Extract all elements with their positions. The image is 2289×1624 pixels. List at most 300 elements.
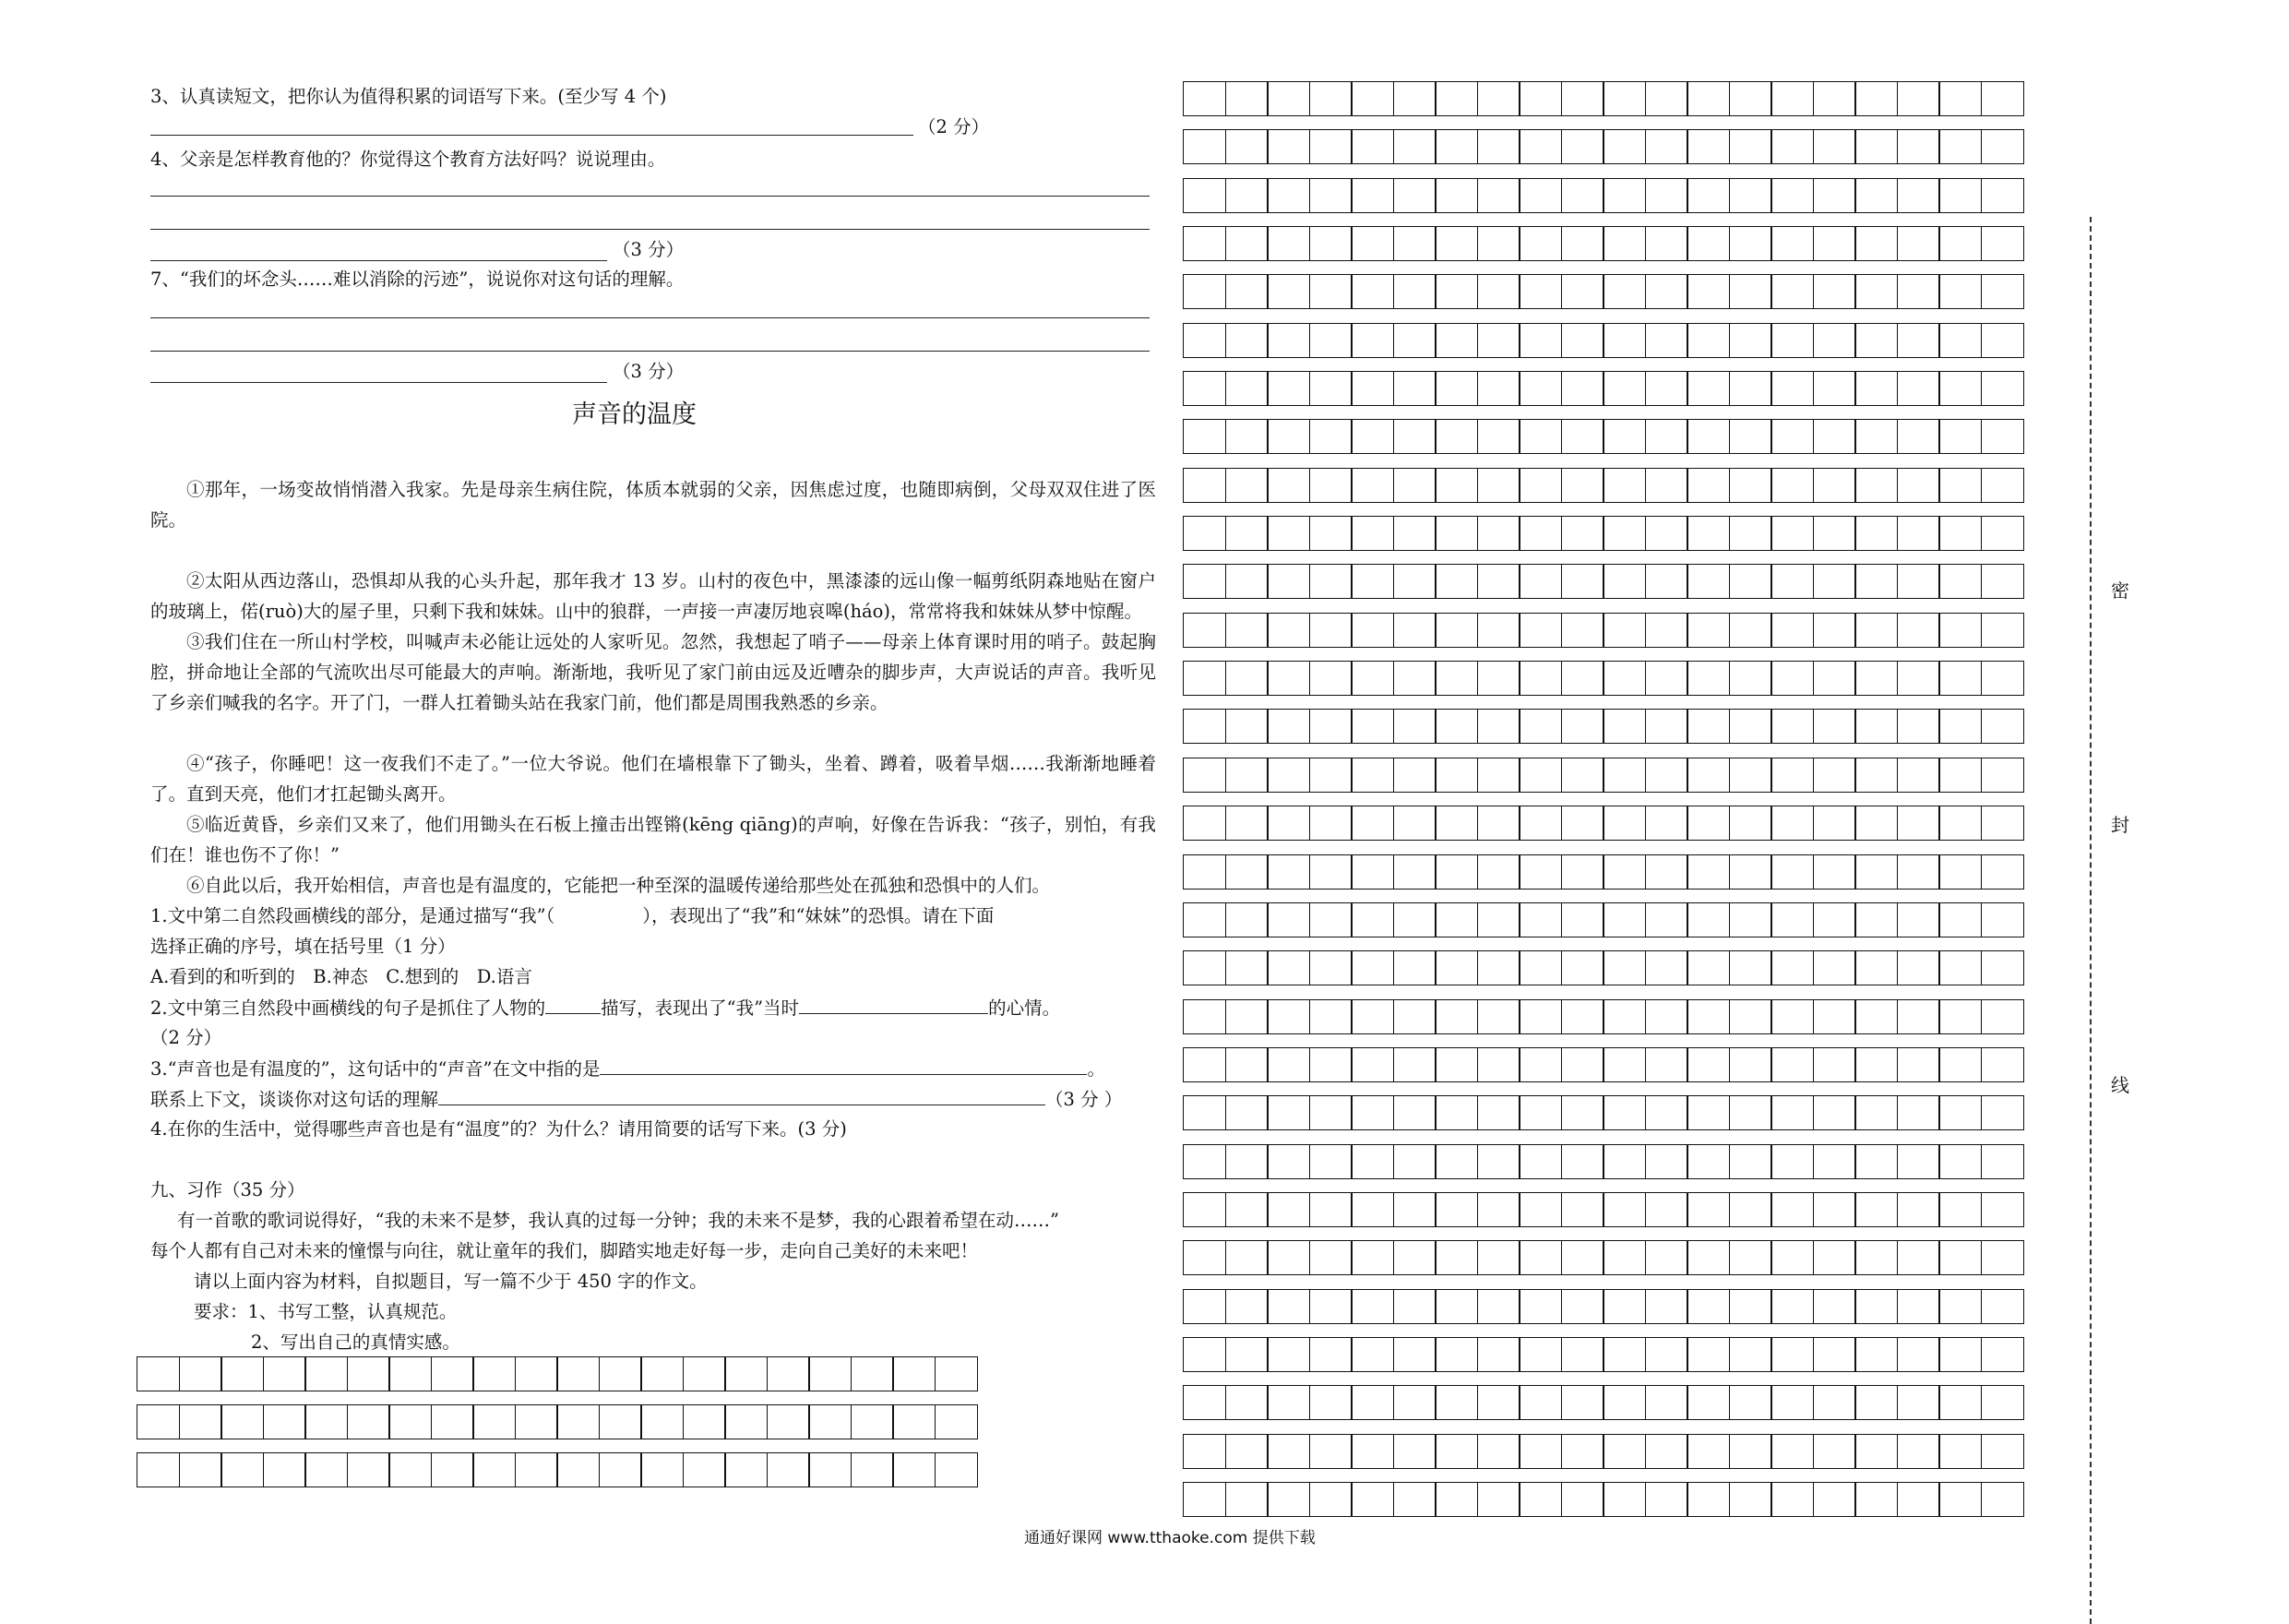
grid-cell[interactable]: [1225, 613, 1269, 648]
grid-cell[interactable]: [1519, 1337, 1562, 1372]
grid-cell[interactable]: [1519, 1289, 1562, 1324]
grid-cell[interactable]: [1813, 709, 1856, 744]
grid-cell[interactable]: [1897, 274, 1940, 309]
grid-cell[interactable]: [1687, 516, 1730, 551]
grid-cell[interactable]: [1981, 274, 2024, 309]
grid-cell[interactable]: [1813, 1289, 1856, 1324]
grid-cell[interactable]: [1267, 1192, 1310, 1227]
grid-cell[interactable]: [1267, 758, 1310, 793]
grid-cell[interactable]: [1183, 709, 1226, 744]
grid-cell[interactable]: [1981, 950, 2024, 985]
grid-cell[interactable]: [1813, 1144, 1856, 1179]
grid-cell[interactable]: [1267, 1240, 1310, 1275]
grid-cell[interactable]: [1938, 274, 1982, 309]
grid-cell[interactable]: [1309, 274, 1353, 309]
grid-cell[interactable]: [1225, 419, 1269, 454]
grid-cell[interactable]: [1938, 516, 1982, 551]
grid-cell[interactable]: [1897, 1144, 1940, 1179]
grid-cell[interactable]: [1854, 129, 1898, 164]
grid-cell[interactable]: [1393, 1482, 1437, 1517]
grid-cell[interactable]: [1729, 950, 1772, 985]
grid-cell[interactable]: [1813, 371, 1856, 406]
grid-cell[interactable]: [1351, 1434, 1394, 1469]
grid-cell[interactable]: [1393, 1192, 1437, 1227]
grid-cell[interactable]: [1351, 613, 1394, 648]
grid-cell[interactable]: [1897, 1192, 1940, 1227]
grid-cell[interactable]: [1225, 854, 1269, 890]
grid-cell[interactable]: [1854, 1482, 1898, 1517]
grid-cell[interactable]: [1687, 1482, 1730, 1517]
grid-cell[interactable]: [1435, 661, 1478, 696]
grid-cell[interactable]: [179, 1404, 222, 1439]
grid-cell[interactable]: [1603, 1144, 1646, 1179]
grid-cell[interactable]: [1729, 419, 1772, 454]
grid-cell[interactable]: [1729, 854, 1772, 890]
grid-cell[interactable]: [1687, 419, 1730, 454]
grid-cell[interactable]: [1477, 661, 1520, 696]
grid-cell[interactable]: [1770, 129, 1814, 164]
grid-cell[interactable]: [1603, 1047, 1646, 1082]
grid-cell[interactable]: [1393, 1144, 1437, 1179]
grid-cell[interactable]: [472, 1356, 516, 1391]
grid-cell[interactable]: [1645, 1337, 1688, 1372]
grid-cell[interactable]: [1687, 854, 1730, 890]
grid-cell[interactable]: [1981, 1144, 2024, 1179]
grid-cell[interactable]: [1435, 758, 1478, 793]
grid-cell[interactable]: [1645, 806, 1688, 841]
grid-cell[interactable]: [1309, 1289, 1353, 1324]
grid-cell[interactable]: [1477, 1289, 1520, 1324]
grid-cell[interactable]: [1351, 709, 1394, 744]
grid-cell[interactable]: [1854, 1144, 1898, 1179]
grid-cell[interactable]: [1435, 950, 1478, 985]
grid-cell[interactable]: [1393, 1289, 1437, 1324]
grid-cell[interactable]: [767, 1356, 810, 1391]
grid-cell[interactable]: [1981, 468, 2024, 503]
grid-cell[interactable]: [1435, 1289, 1478, 1324]
grid-cell[interactable]: [1519, 226, 1562, 261]
grid-cell[interactable]: [1309, 323, 1353, 358]
grid-cell[interactable]: [1435, 1482, 1478, 1517]
grid-cell[interactable]: [1897, 129, 1940, 164]
grid-cell[interactable]: [1981, 999, 2024, 1034]
grid-cell[interactable]: [1225, 129, 1269, 164]
grid-cell[interactable]: [1477, 1240, 1520, 1275]
grid-cell[interactable]: [1938, 999, 1982, 1034]
grid-cell[interactable]: [388, 1404, 432, 1439]
grid-cell[interactable]: [1729, 1192, 1772, 1227]
grid-cell[interactable]: [1645, 1385, 1688, 1420]
grid-cell[interactable]: [1477, 806, 1520, 841]
grid-cell[interactable]: [1351, 419, 1394, 454]
grid-cell[interactable]: [1603, 1240, 1646, 1275]
grid-cell[interactable]: [1645, 1482, 1688, 1517]
grid-cell[interactable]: [1981, 1385, 2024, 1420]
grid-cell[interactable]: [1981, 1482, 2024, 1517]
grid-cell[interactable]: [1561, 613, 1604, 648]
grid-cell[interactable]: [1813, 178, 1856, 213]
grid-cell[interactable]: [1729, 468, 1772, 503]
grid-cell[interactable]: [1519, 806, 1562, 841]
grid-cell[interactable]: [1477, 371, 1520, 406]
grid-cell[interactable]: [1183, 661, 1226, 696]
grid-cell[interactable]: [1435, 806, 1478, 841]
grid-cell[interactable]: [1687, 1144, 1730, 1179]
grid-cell[interactable]: [1351, 1144, 1394, 1179]
grid-cell[interactable]: [1435, 129, 1478, 164]
grid-cell[interactable]: [1309, 371, 1353, 406]
grid-cell[interactable]: [1770, 613, 1814, 648]
grid-cell[interactable]: [892, 1452, 936, 1487]
grid-cell[interactable]: [1897, 178, 1940, 213]
grid-cell[interactable]: [1477, 999, 1520, 1034]
grid-cell[interactable]: [724, 1404, 768, 1439]
answer-blank[interactable]: [799, 996, 988, 1014]
grid-cell[interactable]: [1519, 129, 1562, 164]
grid-cell[interactable]: [1981, 1047, 2024, 1082]
writing-grid-left[interactable]: [137, 1356, 976, 1487]
grid-cell[interactable]: [1183, 1337, 1226, 1372]
grid-cell[interactable]: [1183, 758, 1226, 793]
grid-cell[interactable]: [1770, 1337, 1814, 1372]
grid-cell[interactable]: [1183, 854, 1226, 890]
grid-cell[interactable]: [1938, 468, 1982, 503]
grid-cell[interactable]: [1477, 516, 1520, 551]
grid-cell[interactable]: [1938, 613, 1982, 648]
grid-cell[interactable]: [1519, 468, 1562, 503]
grid-cell[interactable]: [1561, 371, 1604, 406]
grid-cell[interactable]: [1435, 1095, 1478, 1130]
grid-cell[interactable]: [1351, 1192, 1394, 1227]
grid-cell[interactable]: [1854, 274, 1898, 309]
grid-cell[interactable]: [1687, 1289, 1730, 1324]
grid-cell[interactable]: [1393, 1095, 1437, 1130]
grid-cell[interactable]: [1477, 1434, 1520, 1469]
grid-cell[interactable]: [1603, 1095, 1646, 1130]
grid-cell[interactable]: [1561, 1192, 1604, 1227]
grid-cell[interactable]: [1645, 274, 1688, 309]
grid-cell[interactable]: [1477, 1482, 1520, 1517]
grid-cell[interactable]: [1770, 1095, 1814, 1130]
grid-cell[interactable]: [1393, 1337, 1437, 1372]
grid-cell[interactable]: [1897, 950, 1940, 985]
grid-cell[interactable]: [1309, 1434, 1353, 1469]
grid-cell[interactable]: [1351, 950, 1394, 985]
grid-cell[interactable]: [1309, 468, 1353, 503]
grid-cell[interactable]: [1854, 419, 1898, 454]
grid-cell[interactable]: [683, 1356, 726, 1391]
grid-cell[interactable]: [1351, 661, 1394, 696]
grid-cell[interactable]: [767, 1452, 810, 1487]
grid-cell[interactable]: [1687, 564, 1730, 599]
grid-cell[interactable]: [1225, 1144, 1269, 1179]
grid-cell[interactable]: [1938, 371, 1982, 406]
grid-cell[interactable]: [1854, 178, 1898, 213]
grid-cell[interactable]: [1561, 81, 1604, 116]
grid-cell[interactable]: [1770, 902, 1814, 937]
grid-cell[interactable]: [1938, 419, 1982, 454]
grid-cell[interactable]: [1813, 1047, 1856, 1082]
grid-cell[interactable]: [1183, 274, 1226, 309]
grid-cell[interactable]: [1854, 1434, 1898, 1469]
grid-cell[interactable]: [1267, 613, 1310, 648]
grid-cell[interactable]: [1561, 1144, 1604, 1179]
grid-cell[interactable]: [1938, 1482, 1982, 1517]
grid-cell[interactable]: [1938, 806, 1982, 841]
grid-cell[interactable]: [1225, 902, 1269, 937]
grid-cell[interactable]: [1813, 806, 1856, 841]
grid-cell[interactable]: [1645, 81, 1688, 116]
grid-cell[interactable]: [1729, 709, 1772, 744]
grid-cell[interactable]: [137, 1452, 180, 1487]
grid-cell[interactable]: [1770, 419, 1814, 454]
grid-cell[interactable]: [1897, 1385, 1940, 1420]
grid-cell[interactable]: [1267, 661, 1310, 696]
grid-cell[interactable]: [1309, 854, 1353, 890]
grid-cell[interactable]: [1393, 178, 1437, 213]
grid-cell[interactable]: [1183, 1047, 1226, 1082]
grid-cell[interactable]: [1267, 1385, 1310, 1420]
grid-cell[interactable]: [1854, 1047, 1898, 1082]
grid-cell[interactable]: [1729, 902, 1772, 937]
grid-cell[interactable]: [1897, 1337, 1940, 1372]
grid-cell[interactable]: [1938, 661, 1982, 696]
grid-cell[interactable]: [1897, 1095, 1940, 1130]
grid-cell[interactable]: [1603, 902, 1646, 937]
grid-cell[interactable]: [1770, 323, 1814, 358]
grid-cell[interactable]: [1603, 1289, 1646, 1324]
grid-cell[interactable]: [1309, 806, 1353, 841]
grid-cell[interactable]: [1393, 371, 1437, 406]
grid-cell[interactable]: [1309, 950, 1353, 985]
grid-cell[interactable]: [1435, 709, 1478, 744]
answer-line[interactable]: [150, 382, 607, 383]
grid-cell[interactable]: [1519, 758, 1562, 793]
grid-cell[interactable]: [1477, 1047, 1520, 1082]
answer-line[interactable]: [150, 317, 1150, 318]
grid-cell[interactable]: [1183, 323, 1226, 358]
grid-cell[interactable]: [1267, 1095, 1310, 1130]
grid-cell[interactable]: [1267, 371, 1310, 406]
grid-cell[interactable]: [640, 1404, 684, 1439]
grid-cell[interactable]: [1225, 178, 1269, 213]
grid-cell[interactable]: [1603, 564, 1646, 599]
grid-cell[interactable]: [1477, 854, 1520, 890]
grid-cell[interactable]: [1225, 1047, 1269, 1082]
answer-line[interactable]: [150, 135, 913, 136]
grid-cell[interactable]: [1183, 1095, 1226, 1130]
grid-cell[interactable]: [1897, 709, 1940, 744]
grid-cell[interactable]: [1309, 1047, 1353, 1082]
grid-cell[interactable]: [304, 1356, 348, 1391]
grid-cell[interactable]: [1981, 661, 2024, 696]
grid-cell[interactable]: [1267, 999, 1310, 1034]
grid-cell[interactable]: [472, 1452, 516, 1487]
grid-cell[interactable]: [1393, 758, 1437, 793]
grid-cell[interactable]: [1687, 323, 1730, 358]
grid-cell[interactable]: [1309, 226, 1353, 261]
grid-cell[interactable]: [1813, 564, 1856, 599]
grid-cell[interactable]: [347, 1404, 390, 1439]
grid-cell[interactable]: [1687, 1337, 1730, 1372]
grid-cell[interactable]: [1225, 1095, 1269, 1130]
grid-cell[interactable]: [1770, 806, 1814, 841]
grid-cell[interactable]: [1687, 613, 1730, 648]
grid-cell[interactable]: [431, 1452, 474, 1487]
grid-cell[interactable]: [1938, 178, 1982, 213]
grid-cell[interactable]: [347, 1452, 390, 1487]
grid-cell[interactable]: [683, 1404, 726, 1439]
grid-cell[interactable]: [556, 1356, 600, 1391]
grid-cell[interactable]: [1729, 129, 1772, 164]
grid-cell[interactable]: [1267, 1289, 1310, 1324]
grid-cell[interactable]: [1351, 178, 1394, 213]
grid-cell[interactable]: [1938, 564, 1982, 599]
grid-cell[interactable]: [599, 1356, 642, 1391]
grid-cell[interactable]: [1519, 709, 1562, 744]
grid-cell[interactable]: [851, 1356, 894, 1391]
grid-cell[interactable]: [1813, 999, 1856, 1034]
grid-cell[interactable]: [304, 1452, 348, 1487]
grid-cell[interactable]: [515, 1356, 558, 1391]
grid-cell[interactable]: [1813, 323, 1856, 358]
grid-cell[interactable]: [1854, 323, 1898, 358]
grid-cell[interactable]: [1729, 1337, 1772, 1372]
grid-cell[interactable]: [1477, 323, 1520, 358]
grid-cell[interactable]: [1435, 1434, 1478, 1469]
grid-cell[interactable]: [1183, 1192, 1226, 1227]
grid-cell[interactable]: [1603, 81, 1646, 116]
grid-cell[interactable]: [1393, 1240, 1437, 1275]
grid-cell[interactable]: [1351, 468, 1394, 503]
grid-cell[interactable]: [1435, 1144, 1478, 1179]
grid-cell[interactable]: [1687, 371, 1730, 406]
grid-cell[interactable]: [1393, 516, 1437, 551]
grid-cell[interactable]: [1854, 1385, 1898, 1420]
grid-cell[interactable]: [1435, 371, 1478, 406]
grid-cell[interactable]: [1645, 516, 1688, 551]
grid-cell[interactable]: [1770, 950, 1814, 985]
grid-cell[interactable]: [1854, 806, 1898, 841]
grid-cell[interactable]: [1729, 516, 1772, 551]
grid-cell[interactable]: [1477, 419, 1520, 454]
grid-cell[interactable]: [1393, 323, 1437, 358]
grid-cell[interactable]: [640, 1452, 684, 1487]
grid-cell[interactable]: [1603, 950, 1646, 985]
grid-cell[interactable]: [1351, 902, 1394, 937]
grid-cell[interactable]: [1938, 1434, 1982, 1469]
grid-cell[interactable]: [1561, 1482, 1604, 1517]
grid-cell[interactable]: [1351, 564, 1394, 599]
grid-cell[interactable]: [1225, 1289, 1269, 1324]
grid-cell[interactable]: [1645, 1192, 1688, 1227]
grid-cell[interactable]: [1854, 854, 1898, 890]
grid-cell[interactable]: [1645, 999, 1688, 1034]
grid-cell[interactable]: [1519, 81, 1562, 116]
grid-cell[interactable]: [1645, 758, 1688, 793]
grid-cell[interactable]: [1309, 613, 1353, 648]
grid-cell[interactable]: [1938, 226, 1982, 261]
grid-cell[interactable]: [1183, 950, 1226, 985]
grid-cell[interactable]: [1267, 323, 1310, 358]
grid-cell[interactable]: [1981, 129, 2024, 164]
grid-cell[interactable]: [724, 1452, 768, 1487]
grid-cell[interactable]: [1435, 1385, 1478, 1420]
grid-cell[interactable]: [1687, 999, 1730, 1034]
grid-cell[interactable]: [1770, 178, 1814, 213]
grid-cell[interactable]: [1729, 564, 1772, 599]
grid-cell[interactable]: [1897, 902, 1940, 937]
grid-cell[interactable]: [1813, 226, 1856, 261]
grid-cell[interactable]: [1183, 999, 1226, 1034]
grid-cell[interactable]: [1938, 1095, 1982, 1130]
grid-cell[interactable]: [1267, 129, 1310, 164]
grid-cell[interactable]: [1351, 806, 1394, 841]
grid-cell[interactable]: [1393, 468, 1437, 503]
grid-cell[interactable]: [1897, 564, 1940, 599]
grid-cell[interactable]: [1813, 516, 1856, 551]
grid-cell[interactable]: [1603, 419, 1646, 454]
grid-cell[interactable]: [137, 1356, 180, 1391]
grid-cell[interactable]: [1561, 661, 1604, 696]
grid-cell[interactable]: [1309, 709, 1353, 744]
grid-cell[interactable]: [1435, 999, 1478, 1034]
grid-cell[interactable]: [431, 1404, 474, 1439]
grid-cell[interactable]: [1435, 613, 1478, 648]
grid-cell[interactable]: [1770, 1240, 1814, 1275]
grid-cell[interactable]: [1687, 806, 1730, 841]
grid-cell[interactable]: [1225, 1482, 1269, 1517]
grid-cell[interactable]: [1897, 371, 1940, 406]
grid-cell[interactable]: [179, 1452, 222, 1487]
grid-cell[interactable]: [1393, 274, 1437, 309]
grid-cell[interactable]: [1183, 1482, 1226, 1517]
grid-cell[interactable]: [1435, 1192, 1478, 1227]
grid-cell[interactable]: [1938, 129, 1982, 164]
grid-cell[interactable]: [1981, 1095, 2024, 1130]
grid-cell[interactable]: [1309, 81, 1353, 116]
grid-cell[interactable]: [1561, 274, 1604, 309]
grid-cell[interactable]: [1225, 1240, 1269, 1275]
grid-cell[interactable]: [1897, 661, 1940, 696]
grid-cell[interactable]: [1477, 81, 1520, 116]
grid-cell[interactable]: [1729, 274, 1772, 309]
grid-cell[interactable]: [1645, 902, 1688, 937]
grid-cell[interactable]: [1897, 1434, 1940, 1469]
grid-cell[interactable]: [1854, 661, 1898, 696]
grid-cell[interactable]: [1225, 1337, 1269, 1372]
answer-line[interactable]: [150, 229, 1150, 230]
grid-cell[interactable]: [1770, 81, 1814, 116]
grid-cell[interactable]: [1687, 129, 1730, 164]
grid-cell[interactable]: [1309, 1385, 1353, 1420]
grid-cell[interactable]: [1351, 81, 1394, 116]
grid-cell[interactable]: [1770, 1385, 1814, 1420]
grid-cell[interactable]: [1729, 758, 1772, 793]
grid-cell[interactable]: [1519, 661, 1562, 696]
grid-cell[interactable]: [1225, 758, 1269, 793]
grid-cell[interactable]: [1393, 1047, 1437, 1082]
grid-cell[interactable]: [1519, 1240, 1562, 1275]
grid-cell[interactable]: [1687, 178, 1730, 213]
grid-cell[interactable]: [1854, 81, 1898, 116]
grid-cell[interactable]: [179, 1356, 222, 1391]
grid-cell[interactable]: [1729, 999, 1772, 1034]
grid-cell[interactable]: [1309, 902, 1353, 937]
grid-cell[interactable]: [1854, 902, 1898, 937]
grid-cell[interactable]: [1435, 468, 1478, 503]
grid-cell[interactable]: [935, 1452, 978, 1487]
